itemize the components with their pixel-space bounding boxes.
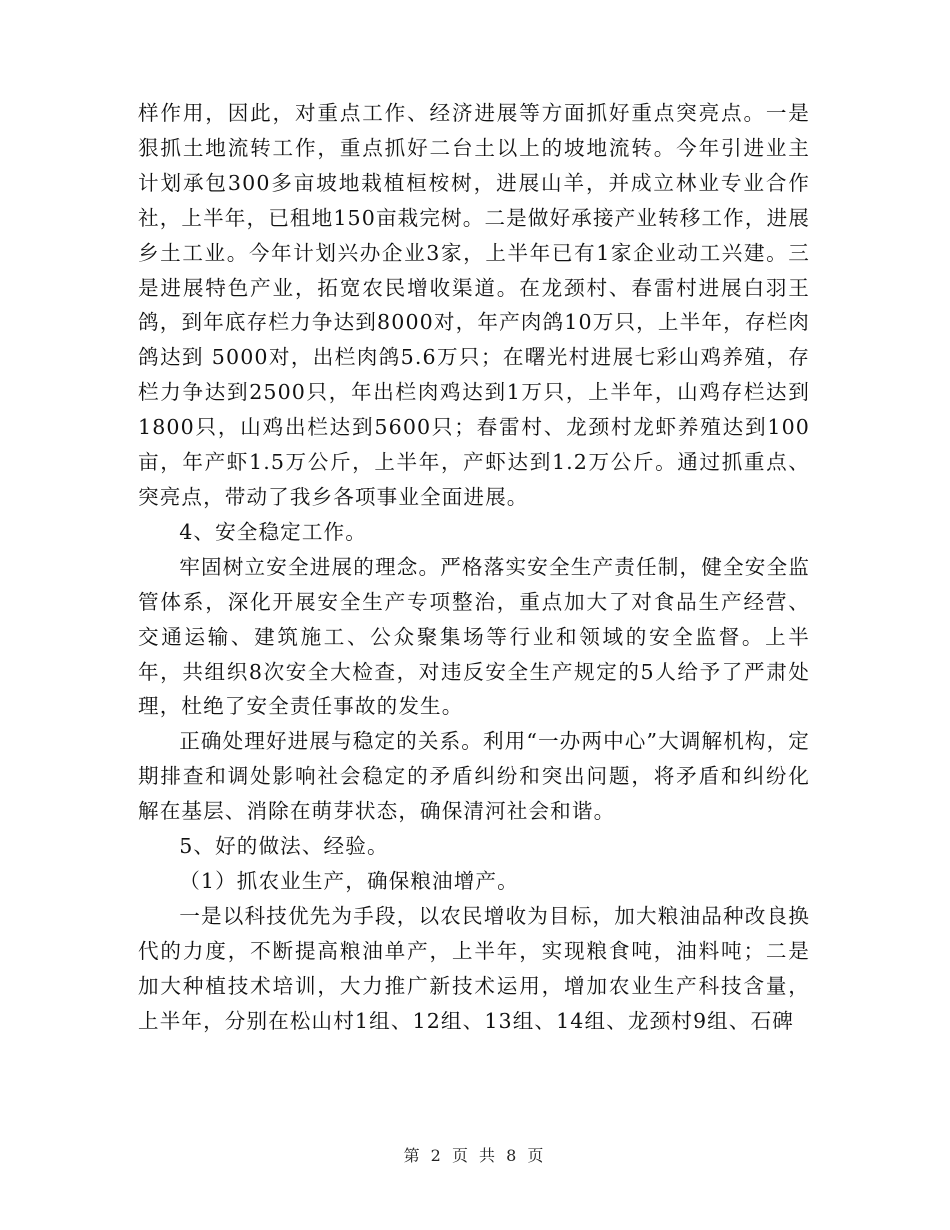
paragraph-safety-production: 牢固树立安全进展的理念。严格落实安全生产责任制，健全安全监管体系，深化开展安全生产专项整治，重点加大了对食品生产经营、交通运输、建筑施工、公众聚集场等行业和领域的安全监督。上半年，共组织8次安全大检查，对违反安全生产规定的5人给予了严肃处理，杜绝了安全责任事故的发生。	[138, 554, 810, 719]
subsection-heading-agriculture: （1）抓农业生产，确保粮油增产。	[179, 868, 519, 893]
page-number-footer: 第 2 页 共 8 页	[403, 1146, 547, 1165]
paragraph-key-work-highlights: 样作用，因此，对重点工作、经济进展等方面抓好重点突亮点。一是狠抓土地流转工作，重点抓好二台土以上的坡地流转。今年引进业主计划承包300多亩坡地栽植桓桉树，进展山羊，并成立林业专业合作社，上半年，已租地150亩栽完树。二是做好承接产业转移工作，进展乡土工业。今年计划兴办企业3家，上半年已有1家企业动工兴建。三是进展特色产业，拓宽农民增收渠道。在龙颈村、春雷村进展白羽王鸽，到年底存栏力争达到8000对，年产肉鸽10万只，上半年，存栏肉鸽达到 5000对，出栏肉鸽5.6万只；在曙光村进展七彩山鸡养殖，存栏力争达到2500只，年出栏肉鸡达到1万只，上半年，山鸡存栏达到1800只，山鸡出栏达到5600只；春雷村、龙颈村龙虾养殖达到100亩，年产虾1.5万公斤，上半年，产虾达到1.2万公斤。通过抓重点、突亮点，带动了我乡各项事业全面进展。	[138, 101, 810, 509]
document-body	[138, 96, 810, 1038]
section-heading-good-practices: 5、好的做法、经验。	[179, 834, 389, 859]
section-heading-safety-stability: 4、安全稳定工作。	[179, 519, 367, 544]
paragraph-development-stability: 正确处理好进展与稳定的关系。利用“一办两中心”大调解机构，定期排查和调处影响社会稳定的矛盾纠纷和突出问题，将矛盾和纠纷化解在基层、消除在萌芽状态，确保清河社会和谐。	[138, 729, 810, 824]
paragraph-agriculture-measures: 一是以科技优先为手段，以农民增收为目标，加大粮油品种改良换代的力度，不断提高粮油单产，上半年，实现粮食吨，油料吨；二是加大种植技术培训，大力推广新技术运用，增加农业生产科技含量，上半年，分别在松山村1组、12组、13组、14组、龙颈村9组、石碑	[138, 903, 810, 1033]
